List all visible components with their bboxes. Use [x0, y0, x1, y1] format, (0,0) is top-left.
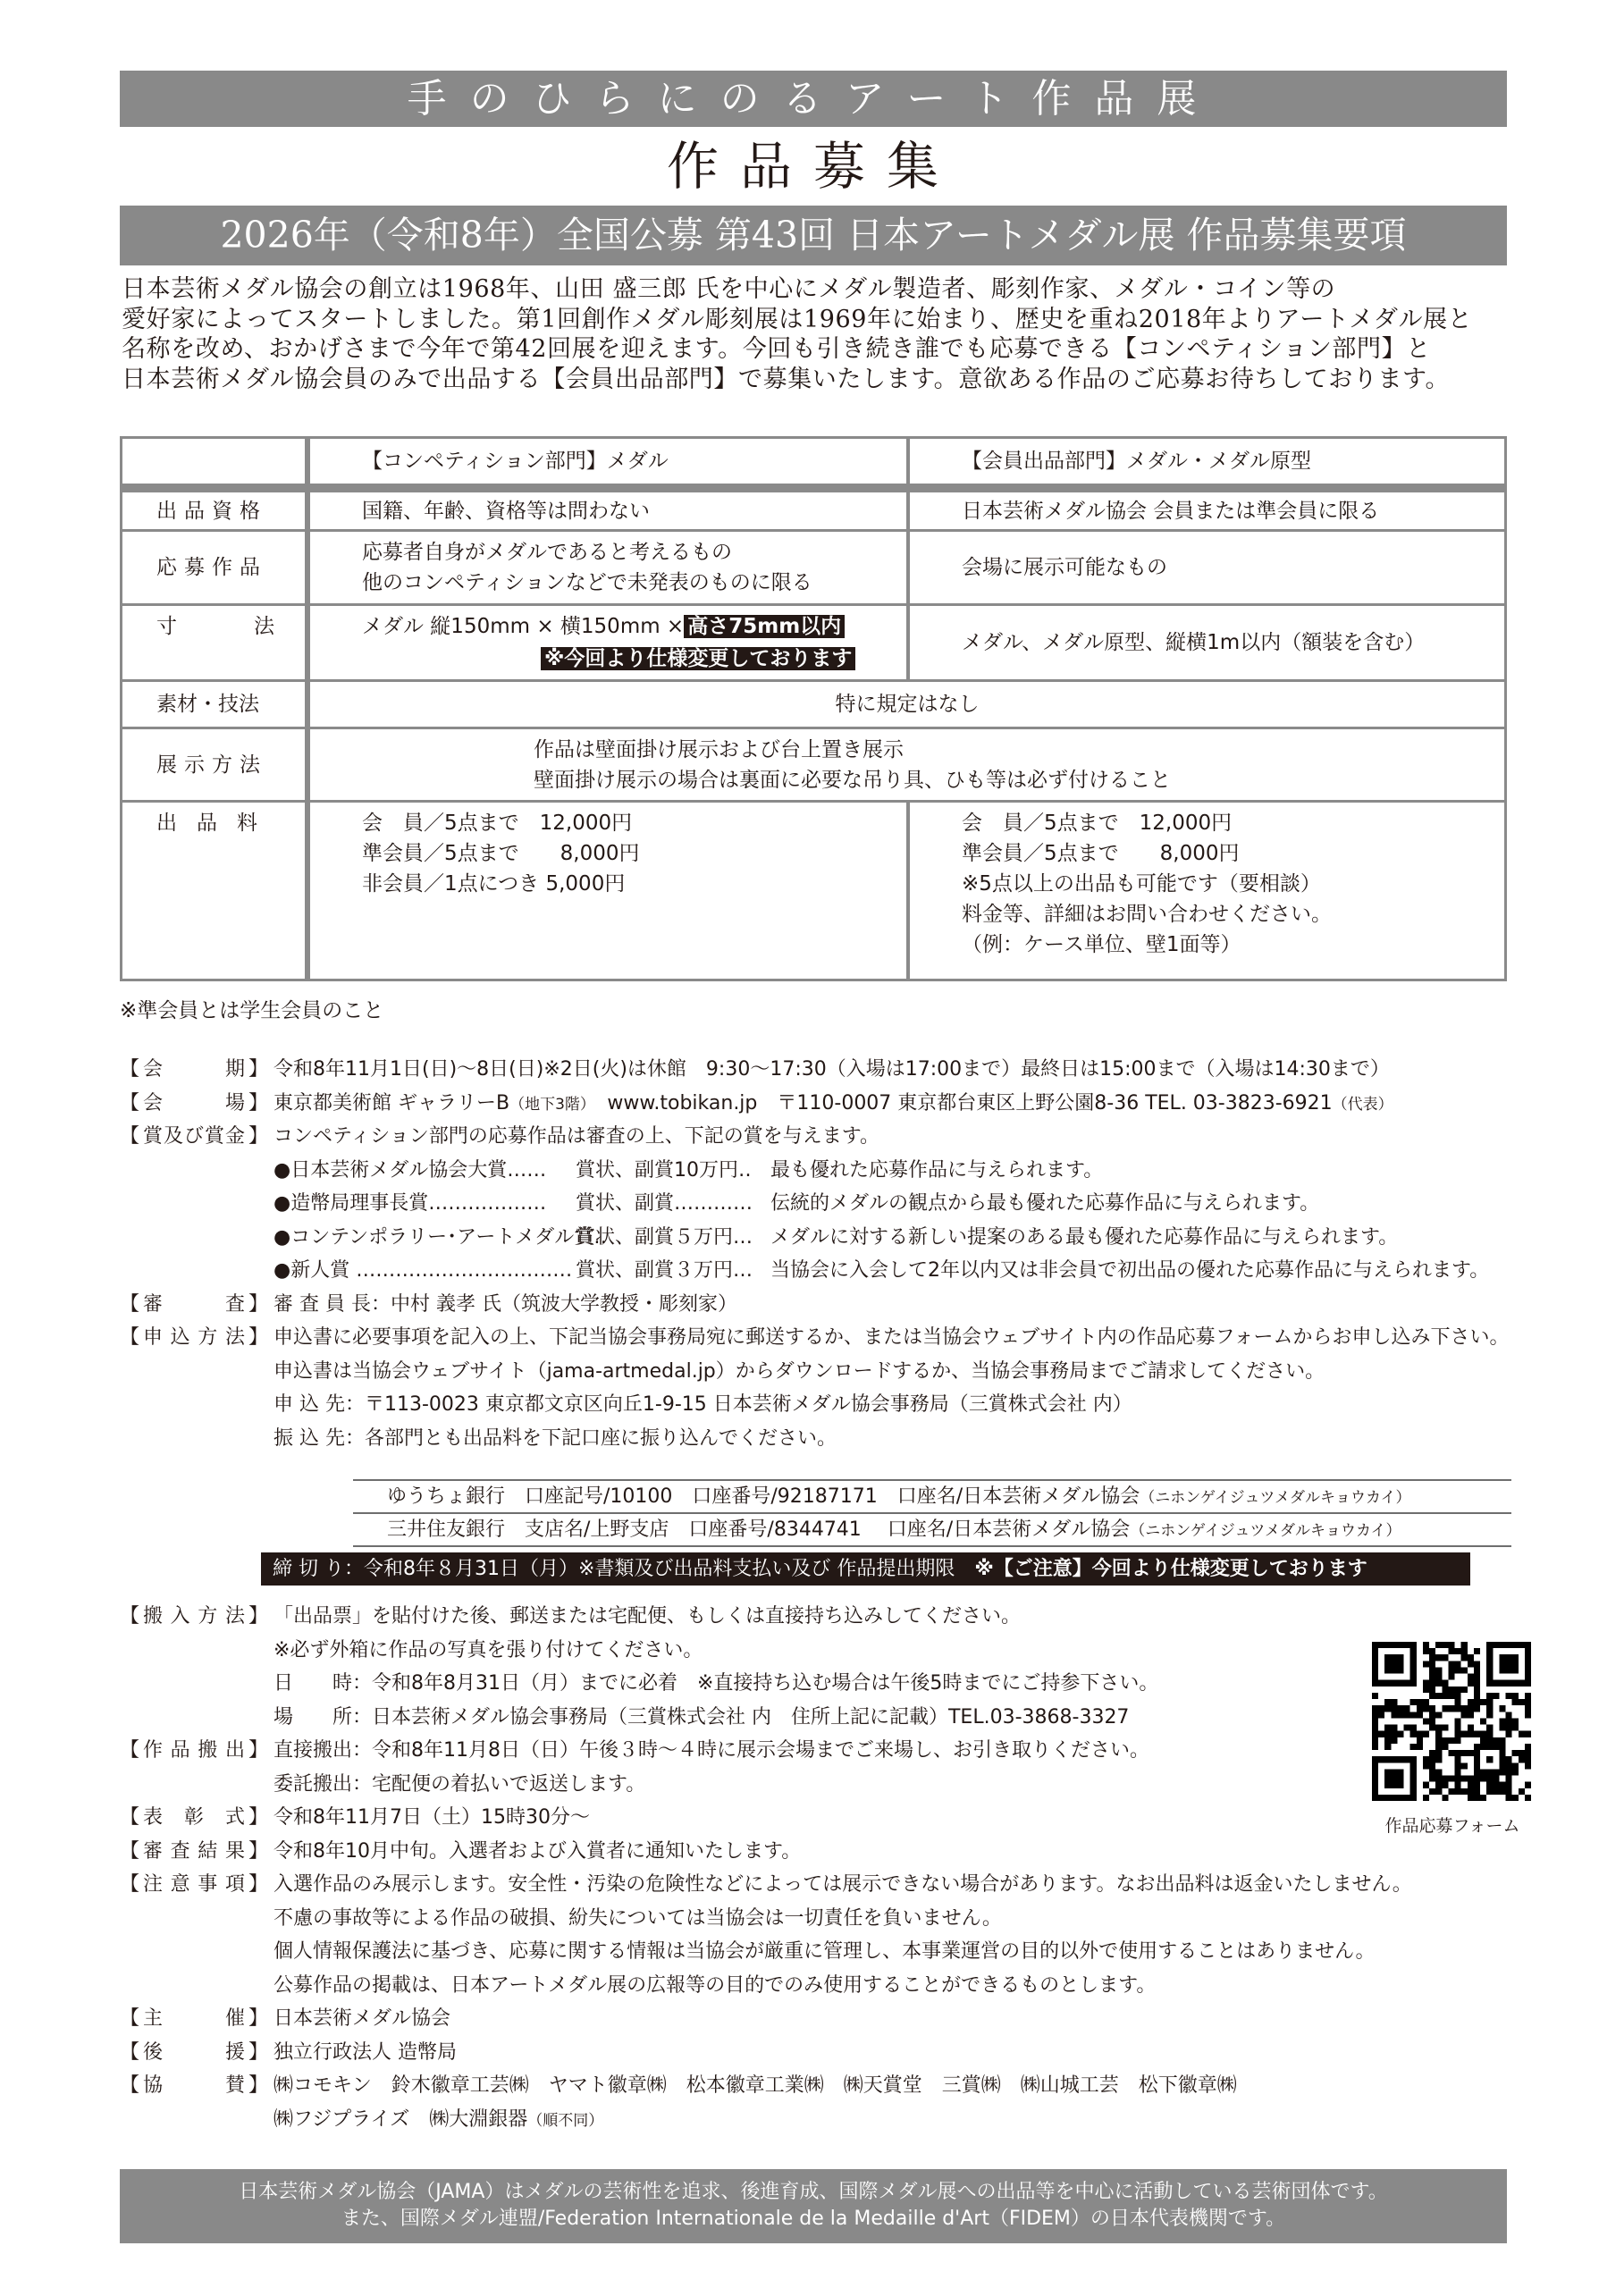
info-label: 【 賞 及 び 賞 金 】 — [120, 1125, 268, 1148]
organizer-value: 日本芸術メダル協会 — [273, 2007, 451, 2030]
notes-line: 入選作品のみ展示します。安全性・汚染の危険性などによっては展示できない場合があります。なお出品料は返金いたしません。 — [273, 1873, 1412, 1896]
fee-line: 会 員／5点まで 12,000円 — [362, 812, 633, 835]
prizes-intro: コンペティション部門の応募作品は審査の上、下記の賞を与えます。 — [273, 1125, 880, 1148]
info-prizes — [120, 1120, 1514, 1154]
info-label: 【 審 査 】 — [120, 1292, 268, 1316]
info-section-lower — [120, 1600, 1412, 2136]
info-label: 【 搬 入 方 法 】 — [120, 1605, 268, 1628]
ceremony-value: 令和8年11月7日（土）15時30分～ — [273, 1806, 590, 1829]
info-label: 【 会 場 】 — [120, 1091, 268, 1115]
page-title: 作品募集 — [666, 136, 960, 197]
jury-value: 審 査 員 長：中村 義孝 氏（筑波大学教授・彫刻家） — [273, 1292, 737, 1316]
venue-website-and-address: www.tobikan.jp 〒110-0007 東京都台東区上野公園8-36 TEL. 03-3823-6921 — [587, 1091, 1333, 1115]
return-line: 委託搬出：宅配便の着払いで返送します。 — [273, 1772, 646, 1796]
info-label: 【 後 援 】 — [120, 2040, 268, 2064]
spec-table — [120, 436, 1507, 981]
deadline-notice: ※【ご注意】今回より仕様変更しております — [974, 1558, 1367, 1580]
prize-item: ●新人賞 …………………………… 賞状、副賞３万円… 当協会に入会して2年以内又は非会員で初出品の優れた応募作品に与えられます。 — [273, 1259, 1490, 1282]
info-apply — [120, 1321, 1514, 1355]
sponsors-line: ㈱フジプライズ ㈱大淵銀器（順不同） — [273, 2107, 604, 2131]
works-competition-line: 応募者自身がメダルであると考えるもの — [362, 541, 732, 564]
footer-banner — [120, 2169, 1507, 2243]
row-label-eligibility: 出品資格 — [122, 492, 310, 529]
fee-line: （例：ケース単位、壁1面等） — [962, 933, 1241, 956]
info-label: 【 審 査 結 果 】 — [120, 1839, 268, 1863]
column-header-competition: 【コンペティション部門】メダル — [310, 439, 910, 484]
delivery-line: 「出品票」を貼付けた後、郵送または宅配便、もしくは直接持ち込みしてください。 — [273, 1605, 1022, 1628]
eligibility-member: 日本芸術メダル協会 会員または準会員に限る — [962, 499, 1380, 523]
fee-member — [910, 803, 1504, 979]
row-label-size-a: 寸 — [156, 615, 184, 638]
apply-line: 申込書に必要事項を記入の上、下記当協会事務局宛に郵送するか、または当協会ウェブサイト内の作品応募フォームからお申し込み下さい。 — [273, 1326, 1510, 1349]
info-label: 【 作 品 搬 出 】 — [120, 1739, 268, 1762]
works-competition — [310, 532, 910, 603]
display-value — [310, 729, 1504, 800]
size-member: メダル、メダル原型、縦横1m以内（額装を含む） — [962, 631, 1426, 654]
prize-item: ●日本芸術メダル協会大賞…… 賞状、副賞10万円‥ 最も優れた応募作品に与えられます。 — [273, 1158, 1104, 1182]
info-label: 【 主 催 】 — [120, 2007, 268, 2030]
fee-line: 準会員／5点まで 8,000円 — [362, 842, 640, 865]
series-title-banner — [120, 71, 1507, 127]
info-label: 【 協 賛 】 — [120, 2074, 268, 2097]
deadline-banner — [261, 1552, 1470, 1586]
info-delivery — [120, 1600, 1371, 1634]
row-label-fee: 出品料 — [122, 803, 310, 979]
fee-competition — [310, 803, 910, 979]
info-notes — [120, 1868, 1412, 1902]
material-value: 特に規定はなし — [835, 693, 980, 716]
table-header-empty — [122, 439, 310, 484]
display-line: 壁面掛け展示の場合は裏面に必要な吊り具、ひも等は必ず付けること — [534, 768, 1171, 792]
subtitle: 2026年（令和8年）全国公募 第43回 日本アートメダル展 作品募集要項 — [220, 214, 1407, 257]
info-label: 【 表 彰 式 】 — [120, 1806, 268, 1829]
works-member: 会場に展示可能なもの — [962, 556, 1167, 579]
fee-line: 料金等、詳細はお問い合わせください。 — [962, 903, 1332, 926]
notes-line: 公募作品の掲載は、日本アートメダル展の広報等の目的でのみ使用することができるものとします。 — [273, 1973, 1157, 1997]
row-label-display: 展示方法 — [122, 729, 310, 800]
info-label: 【 申 込 方 法 】 — [120, 1326, 268, 1349]
venue-value: 東京都美術館 ギャラリーB（地下3階） www.tobikan.jp 〒110-0007 東京都台東区上野公園8-36 TEL. 03-3823-6921（代表） — [273, 1091, 1393, 1115]
delivery-date: 日 時：令和8年8月31日（月）までに必着 ※直接持ち込む場合は午後5時までにご持参下さい。 — [273, 1672, 1159, 1695]
info-sponsors — [120, 2069, 1371, 2103]
info-label: 【 注 意 事 項 】 — [120, 1873, 268, 1896]
info-label: 【 会 期 】 — [120, 1058, 268, 1081]
table-header-row — [122, 439, 1504, 484]
footer-line: 日本芸術メダル協会（JAMA）はメダルの芸術性を追求、後進育成、国際メダル展への出品等を中心に活動している芸術団体です。 — [239, 2181, 1388, 2203]
works-competition-line: 他のコンペティションなどで未発表のものに限る — [362, 571, 812, 594]
size-competition — [310, 606, 910, 679]
sponsors-line: ㈱コモキン 鈴木徽章工芸㈱ ヤマト徽章㈱ 松本徽章工業㈱ ㈱天賞堂 三賞㈱ ㈱山城工芸 松下徽章㈱ — [273, 2074, 1237, 2097]
footer-line: また、国際メダル連盟/Federation Internationale de la Medaille d'Art（FIDEM）の日本代表機関です。 — [341, 2208, 1286, 2230]
row-label-size — [122, 606, 310, 679]
row-label-works: 応募作品 — [122, 532, 310, 603]
associate-member-note: ※準会員とは学生会員のこと — [120, 999, 384, 1022]
display-line: 作品は壁面掛け展示および台上置き展示 — [534, 737, 904, 761]
period-value: 令和8年11月1日(日)～8日(日)※2日(火)は休館 9:30～17:30（入場は17:00まで）最終日は15:00まで（入場は14:30まで） — [273, 1058, 1390, 1081]
bank-row-yucho: ゆうちょ銀行 口座記号/10100 口座番号/92187171 口座名/日本芸術メダル協会（ニホンゲイジュツメダルキョウカイ） — [353, 1481, 1511, 1514]
row-label-size-b: 法 — [254, 615, 282, 638]
info-result — [120, 1835, 1371, 1869]
bank-row-smbc: 三井住友銀行 支店名/上野支店 口座番号/8344741 口座名/日本芸術メダル協会（ニホンゲイジュツメダルキョウカイ） — [353, 1514, 1511, 1547]
fee-line: 会 員／5点まで 12,000円 — [962, 812, 1233, 835]
size-competition-text: メダル 縦150mm × 横150mm × — [362, 615, 685, 638]
table-row — [122, 529, 1504, 603]
prize-item: ●コンテンポラリー･アートメダル賞‥ 賞状、副賞５万円… メダルに対する新しい提案のある最も優れた応募作品に与えられます。 — [273, 1225, 1399, 1249]
info-venue — [120, 1087, 1514, 1121]
prize-item: ●造幣局理事長賞……………… 賞状、副賞………… 伝統的メダルの観点から最も優れた応募作品に与えられます。 — [273, 1192, 1320, 1215]
notes-line: 不慮の事故等による作品の破損、紛失については当協会は一切責任を負いません。 — [273, 1906, 1002, 1930]
intro-paragraph — [122, 274, 1509, 394]
notes-line: 個人情報保護法に基づき、応募に関する情報は当協会が厳重に管理し、本事業運営の目的以外で使用することはありません。 — [273, 1940, 1376, 1963]
fee-line: 非会員／1点につき 5,000円 — [362, 872, 626, 896]
apply-address: 申 込 先：〒113-0023 東京都文京区向丘1-9-15 日本芸術メダル協会事務局（三賞株式会社 内） — [273, 1393, 1132, 1416]
info-ceremony — [120, 1801, 1371, 1835]
qr-code-icon[interactable] — [1372, 1642, 1531, 1801]
apply-transfer: 振 込 先：各部門とも出品料を下記口座に振り込んでください。 — [273, 1426, 837, 1450]
intro-line: 名称を改め、おかげさまで今年で第42回展を迎えます。今回も引き続き誰でも応募できる【コンペティション部門】と — [122, 335, 1431, 363]
column-header-member: 【会員出品部門】メダル・メダル原型 — [962, 450, 1311, 473]
result-value: 令和8年10月中旬。入選者および入賞者に通知いたします。 — [273, 1839, 802, 1863]
spec-change-notice: ※今回より仕様変更しております — [541, 647, 855, 670]
intro-line: 愛好家によってスタートしました。第1回創作メダル彫刻展は1969年に始まり、歴史を重ね2018年よりアートメダル展と — [122, 305, 1473, 333]
delivery-place: 場 所：日本芸術メダル協会事務局（三賞株式会社 内 住所上記に記載）TEL.03-3868-3327 — [273, 1705, 1130, 1729]
table-row — [122, 727, 1504, 800]
info-organizer — [120, 2002, 1371, 2036]
table-row — [122, 484, 1504, 529]
info-section — [120, 1053, 1514, 1455]
series-title: 手のひらにのるアート作品展 — [407, 76, 1220, 122]
info-support — [120, 2036, 1371, 2070]
info-return — [120, 1734, 1371, 1768]
info-period — [120, 1053, 1514, 1087]
table-row — [122, 603, 1504, 679]
table-row — [122, 800, 1504, 979]
return-line: 直接搬出：令和8年11月8日（日）午後３時～４時に展示会場までご来場し、お引き取りください。 — [273, 1739, 1149, 1762]
intro-line: 日本芸術メダル協会員のみで出品する【会員出品部門】で募集いたします。意欲ある作品のご応募お待ちしております。 — [122, 365, 1451, 393]
table-row — [122, 679, 1504, 727]
support-value: 独立行政法人 造幣局 — [273, 2040, 457, 2064]
deadline-text: 締 切 り：令和8年８月31日（月）※書類及び出品料支払い及び 作品提出期限 — [273, 1558, 975, 1580]
info-jury — [120, 1288, 1514, 1322]
delivery-line: ※必ず外箱に作品の写真を張り付けてください。 — [273, 1638, 703, 1661]
apply-line-download: 申込書は当協会ウェブサイト（jama-artmedal.jp）からダウンロードするか、当協会事務局までご請求してください。 — [273, 1359, 1325, 1383]
qr-code-label: 作品応募フォーム — [1384, 1816, 1520, 1836]
intro-line: 日本芸術メダル協会の創立は1968年、山田 盛三郎 氏を中心にメダル製造者、彫刻作家、メダル・コイン等の — [122, 275, 1336, 303]
row-label-material: 素材・技法 — [122, 682, 310, 727]
subtitle-banner — [120, 206, 1507, 265]
eligibility-competition: 国籍、年齢、資格等は問わない — [310, 492, 910, 529]
size-height-highlight: 高さ75mm以内 — [684, 615, 845, 638]
fee-line: 準会員／5点まで 8,000円 — [962, 842, 1240, 865]
fee-line: ※5点以上の出品も可能です（要相談） — [962, 872, 1321, 896]
bank-accounts-table — [353, 1479, 1511, 1547]
